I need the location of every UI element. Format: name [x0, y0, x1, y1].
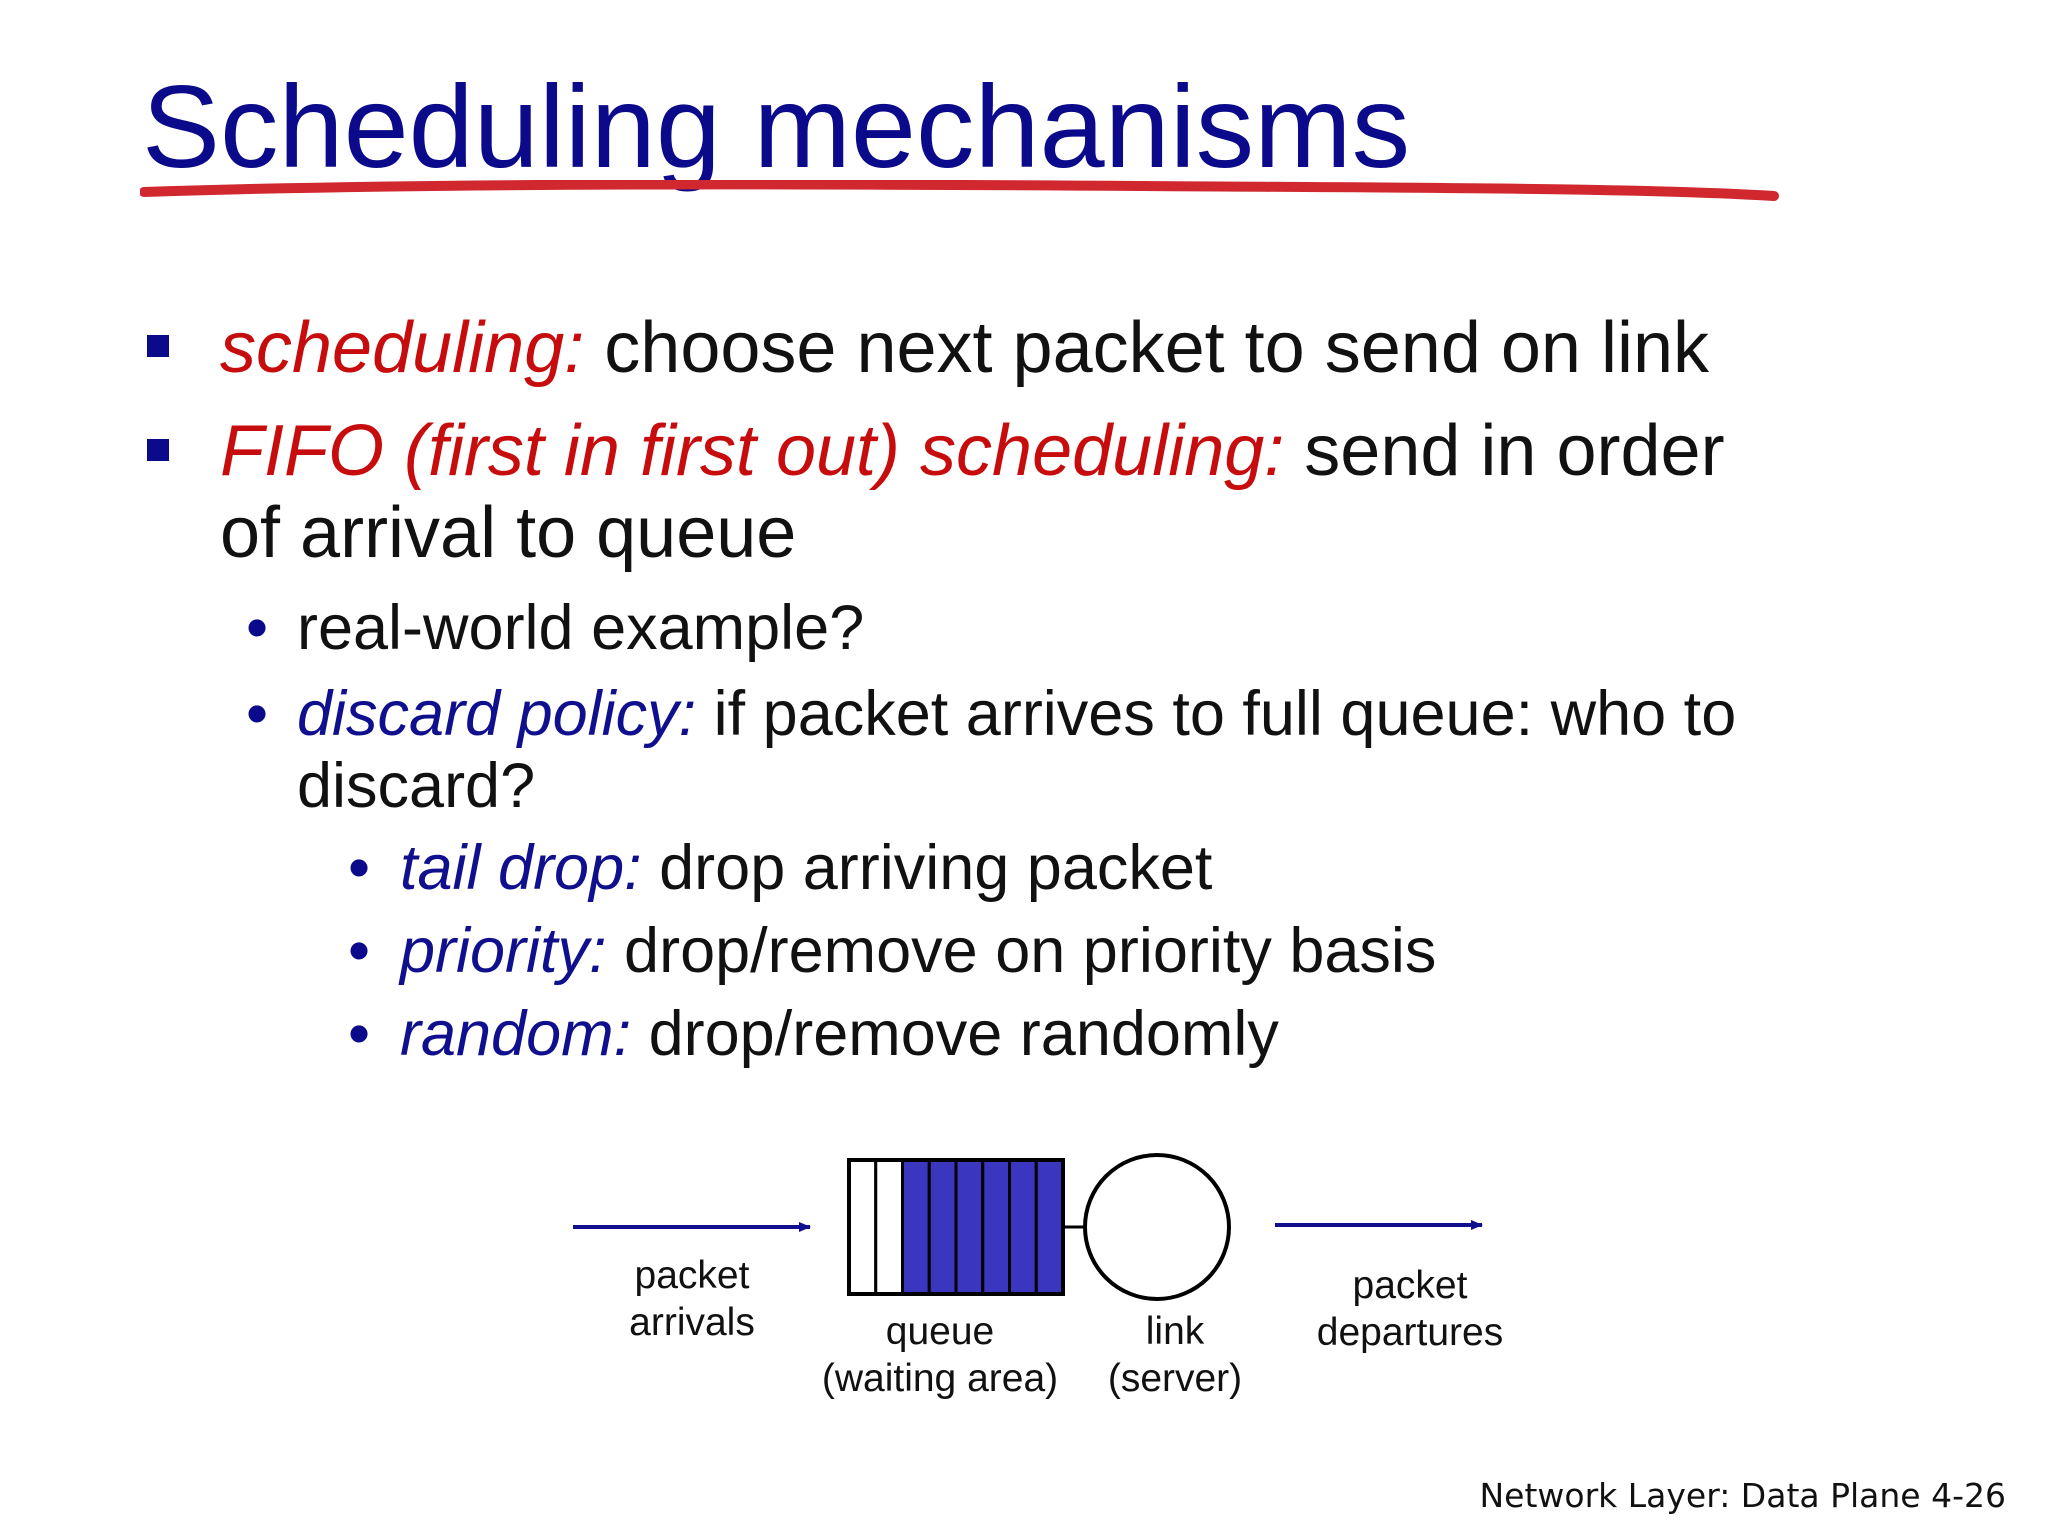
queue-slot-filled [956, 1160, 983, 1294]
queue-slot-filled [1036, 1160, 1063, 1294]
packet-arrivals-label [592, 1252, 792, 1346]
dot-bullet-icon: • [246, 679, 269, 749]
bullet-term: FIFO (first in first out) scheduling: [220, 411, 1285, 491]
policy-term: random: [400, 999, 632, 1069]
policy-text: drop arriving packet [641, 833, 1213, 903]
dot-bullet-icon: • [348, 999, 371, 1069]
policy-term: priority: [400, 916, 607, 986]
dot-bullet-icon: • [246, 593, 269, 663]
label-line: (server) [1107, 1357, 1243, 1400]
bullet-term: scheduling: [220, 308, 585, 388]
queue-slot-empty [876, 1160, 903, 1294]
queue-buffer [849, 1160, 1063, 1294]
queue-slot-filled [1010, 1160, 1037, 1294]
sub-bullet-text: real-world example? [297, 593, 865, 663]
sub-bullet-term: discard policy: [297, 679, 697, 749]
dot-bullet-icon: • [348, 916, 371, 986]
slide-title: Scheduling mechanisms [142, 61, 1411, 192]
policy-term: tail drop: [400, 833, 642, 903]
link-label [1085, 1308, 1265, 1402]
sub-bullet-text: if packet arrives to full queue: who to [696, 679, 1737, 749]
policy-text: drop/remove on priority basis [606, 916, 1437, 986]
queue-label [805, 1308, 1075, 1402]
link-server-circle [1085, 1155, 1229, 1299]
bullet-text: send in order [1284, 411, 1725, 491]
queue-slot-filled [983, 1160, 1010, 1294]
label-line: arrivals [629, 1301, 755, 1344]
label-line: departures [1316, 1311, 1504, 1354]
bullet-fifo-continuation: of arrival to queue [220, 493, 797, 573]
label-line: (waiting area) [821, 1357, 1059, 1400]
label-line: queue [885, 1310, 995, 1353]
bullet-text: choose next packet to send on link [584, 308, 1709, 388]
queue-slot-empty [849, 1160, 876, 1294]
queue-slot-filled [929, 1160, 956, 1294]
packet-departures-label [1300, 1262, 1520, 1356]
dot-bullet-icon: • [348, 833, 371, 903]
label-line: packet [634, 1254, 750, 1297]
label-line: packet [1352, 1264, 1468, 1307]
label-line: link [1145, 1310, 1205, 1353]
slide-footer: Network Layer: Data Plane 4-26 [1479, 1476, 2006, 1515]
sub-bullet-discard-continuation: discard? [297, 751, 536, 821]
queue-slot-filled [903, 1160, 930, 1294]
policy-text: drop/remove randomly [631, 999, 1279, 1069]
